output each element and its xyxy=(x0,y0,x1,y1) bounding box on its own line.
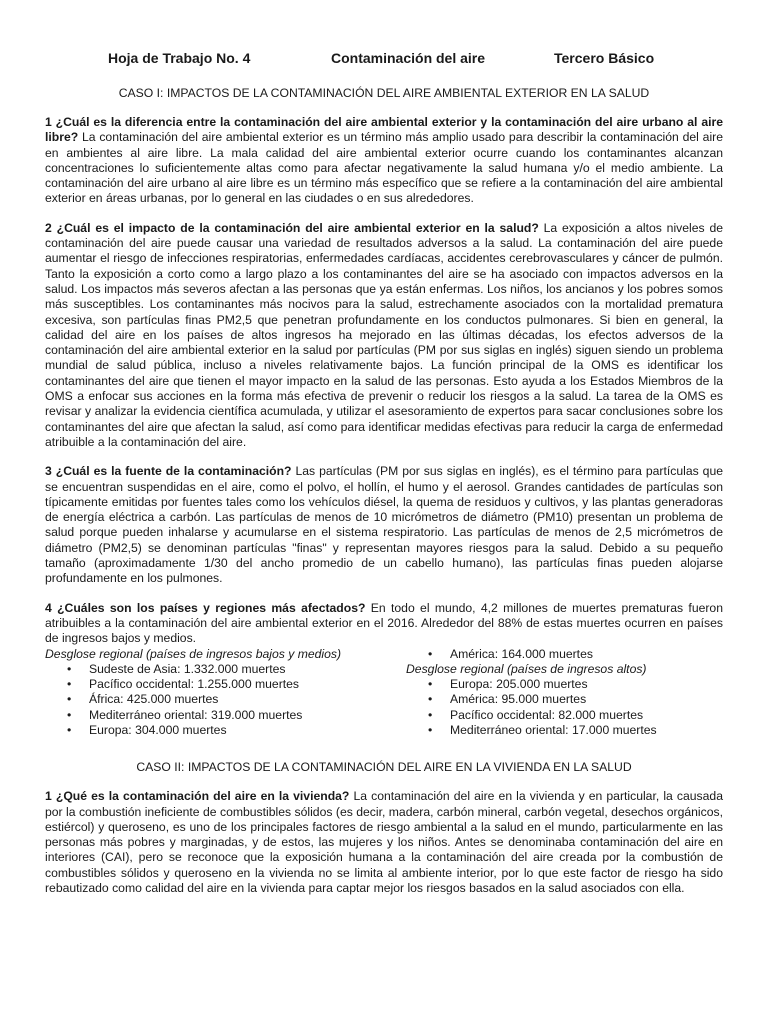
list-item: • América: 95.000 muertes xyxy=(406,692,723,707)
regional-breakdown xyxy=(45,647,723,739)
worksheet-header xyxy=(45,50,723,70)
list-item: • Mediterráneo oriental: 17.000 muertes xyxy=(406,723,723,738)
case1-title: CASO I: IMPACTOS DE LA CONTAMINACIÓN DEL AIRE AMBIENTAL EXTERIOR EN LA SALUD xyxy=(118,86,650,100)
case1-q3-answer: Las partículas (PM por sus siglas en inglés), es el término para partículas que se encuentran suspendidas en el aire, como el polvo, el hollín, el humo y el aerosol. Grandes cantidades de partículas son típicamente emitidas por fuentes tales como los vehículos diésel, la quema de residuos y cultivos, y las plantas generadoras de energía eléctrica a carbón. Las partículas de menos de 10 micrómetros de diámetro (PM10) presentan un problema de salud porque pueden inhalarse y acumularse en el sistema respiratorio. Las partículas de menos de 2,5 micrómetros de diámetro (PM2,5) se denominan partículas "finas" y representan mayores riesgos para la salud. Debido a su pequeño tamaño (aproximadamente 1/30 del ancho promedio de un cabello humano), las partículas finas pueden alojarse profundamente en los pulmones. xyxy=(45,464,723,586)
worksheet-page xyxy=(45,50,723,896)
case1-q3-question: 3 ¿Cuál es la fuente de la contaminación? xyxy=(45,464,292,479)
case1-q1-question: 1 ¿Cuál es la diferencia entre la contaminación del aire ambiental exterior y la contaminación del aire urbano al aire libre? xyxy=(45,115,723,145)
sheet-title: Hoja de Trabajo No. 4 xyxy=(108,50,251,66)
list-item: • América: 164.000 muertes xyxy=(406,647,723,662)
case1-q3 xyxy=(45,464,723,586)
list-item: • África: 425.000 muertes xyxy=(45,692,406,707)
low-mid-income-title: Desglose regional (países de ingresos bajos y medios) xyxy=(45,646,342,661)
case1-q4-answer: En todo el mundo, 4,2 millones de muertes prematuras fueron atribuibles a la contaminación del aire ambiental exterior en el 2016. Alrededor del 88% de estas muertes ocurren en países de ingresos bajos y medios. xyxy=(45,600,723,646)
case1-q4 xyxy=(45,601,723,647)
case1-q1 xyxy=(45,115,723,207)
list-item: • Sudeste de Asia: 1.332.000 muertes xyxy=(45,662,406,677)
high-income-list xyxy=(406,677,723,738)
case1-q2-answer: La exposición a altos niveles de contaminación del aire puede causar una variedad de resultados adversos a la salud. La contaminación del aire puede aumentar el riesgo de infecciones respiratorias, enfermedades cardíacas, accidentes cerebrovasculares y cáncer de pulmón. Tanto la exposición a corto como a largo plazo a los contaminantes del aire se ha asociado con impactos adversos en la salud. Los impactos más severos afectan a las personas que ya están enfermas. Los niños, los ancianos y los pobres somos más susceptibles. Los contaminantes más nocivos para la salud, estrechamente asociados con la mortalidad prematura excesiva, son partículas finas PM2,5 que penetran profundamente en los conductos pulmonares. Si bien en general, la calidad del aire en los países de altos ingresos ha mejorado en las últimas décadas, los efectos adversos de la contaminación del aire ambiental exterior en la salud por partículas (PM por sus siglas en inglés) siguen siendo un problema mundial de salud pública, incluso a niveles relativamente bajos. La función principal de la OMS es identificar los contaminantes del aire que tienen el mayor impacto en la salud de las personas. Esto ayuda a los Estados Miembros de la OMS a enfocar sus acciones en la forma más efectiva de prevenir o reducir los riesgos a la salud. La tarea de la OMS es revisar y analizar la evidencia científica acumulada, y utilizar el asesoramiento de expertos para sacar conclusiones sobre los contaminantes del aire que afectan la salud, así como para identificar medidas efectivas para reducir la carga de enfermedad atribuible a la contaminación del aire. xyxy=(45,220,723,449)
case1-q1-answer: La contaminación del aire ambiental exterior es un término más amplio usado para describir la contaminación del aire en ambientes al aire libre. La mala calidad del aire ambiental exterior ocurre cuando los contaminantes alcanzan concentraciones lo suficientemente altas como para afectar negativamente la salud humana y/o el medio ambiente. La contaminación del aire urbano al aire libre es un término más específico que se refiere a la contaminación del aire ambiental exterior en áreas urbanas, por lo general en las ciudades o en sus alrededores. xyxy=(45,130,723,206)
list-item: • Pacífico occidental: 82.000 muertes xyxy=(406,708,723,723)
case1-q2-question: 2 ¿Cuál es el impacto de la contaminación del aire ambiental exterior en la salud? xyxy=(45,220,539,235)
case2-q1 xyxy=(45,789,723,896)
high-income-column xyxy=(406,647,723,739)
low-mid-income-column xyxy=(45,647,406,739)
case2-q1-answer: La contaminación del aire en la vivienda y en particular, la causada por la combustión ineficiente de combustibles sólidos (es decir, madera, carbón mineral, carbón vegetal, desechos orgánicos, estiércol) y queroseno, es uno de los principales factores de riesgo ambiental a la salud en el mundo, particularmente en las personas más pobres y marginadas, y de estos, las mujeres y los niños. Antes se denominaba contaminación del aire en interiores (CAI), pero se reconoce que la exposición humana a la contaminación del aire creada por la combustión de combustibles sólidos y queroseno en la vivienda no se limita al ambiente interior, por lo que este factor de riesgo ha sido rebautizado como calidad del aire en la vivienda para captar mejor los riesgos basados en la salud asociados con ella. xyxy=(45,789,723,896)
case1-q4-question: 4 ¿Cuáles son los países y regiones más afectados? xyxy=(45,600,366,615)
list-item: • Europa: 205.000 muertes xyxy=(406,677,723,692)
case2-q1-question: 1 ¿Qué es la contaminación del aire en la vivienda? xyxy=(45,789,350,804)
case1-q2 xyxy=(45,221,723,450)
case2-title: CASO II: IMPACTOS DE LA CONTAMINACIÓN DEL AIRE EN LA VIVIENDA EN LA SALUD xyxy=(136,760,632,775)
low-mid-income-continued-list xyxy=(406,647,723,662)
list-item: • Europa: 304.000 muertes xyxy=(45,723,406,738)
topic-title: Contaminación del aire xyxy=(331,50,486,66)
high-income-title: Desglose regional (países de ingresos altos) xyxy=(406,661,647,676)
list-item: • Pacífico occidental: 1.255.000 muertes xyxy=(45,677,406,692)
list-item: • Mediterráneo oriental: 319.000 muertes xyxy=(45,708,406,723)
low-mid-income-list xyxy=(45,662,406,738)
grade-title: Tercero Básico xyxy=(554,50,655,66)
